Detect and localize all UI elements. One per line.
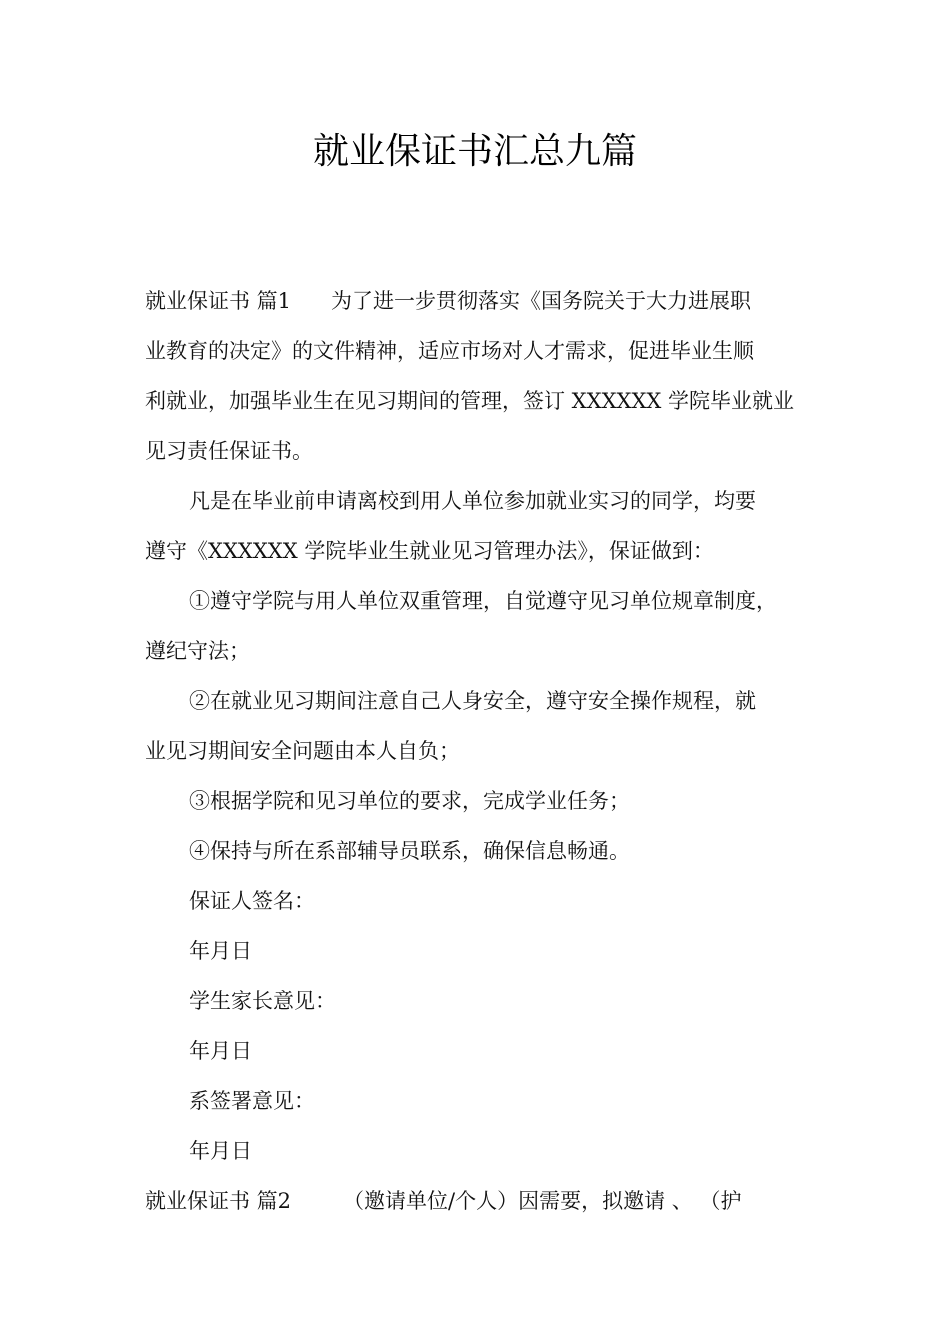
paragraph-line: 业教育的决定》的文件精神，适应市场对人才需求，促进毕业生顺 xyxy=(145,339,754,363)
paragraph-line: 遵守《XXXXXX 学院毕业生就业见习管理办法》，保证做到： xyxy=(145,539,714,563)
parent-opinion-label: 学生家长意见： xyxy=(189,989,336,1013)
department-opinion-label: 系签署意见： xyxy=(189,1089,315,1113)
section1-label: 就业保证书 篇1 xyxy=(145,289,292,313)
list-item-3: ③根据学院和见习单位的要求，完成学业任务； xyxy=(189,789,630,813)
section2-first-line xyxy=(145,1186,741,1216)
paragraph-line: （邀请单位/个人）因需要，拟邀请 、 （护 xyxy=(343,1189,742,1213)
list-item-4: ④保持与所在系部辅导员联系，确保信息畅通。 xyxy=(189,839,630,863)
list-item-2: ②在就业见习期间注意自己人身安全，遵守安全操作规程，就 xyxy=(189,689,756,713)
guarantor-signature-label: 保证人签名： xyxy=(189,889,315,913)
paragraph-line: 为了进一步贯彻落实《国务院关于大力进展职 xyxy=(331,289,752,313)
section2-label: 就业保证书 篇2 xyxy=(145,1189,292,1213)
section1-first-line xyxy=(145,286,751,316)
list-item-2-cont: 业见习期间安全问题由本人自负； xyxy=(145,739,460,763)
document-title: 就业保证书汇总九篇 xyxy=(312,131,637,172)
date-line: 年月日 xyxy=(189,1039,252,1063)
paragraph-line: 凡是在毕业前申请离校到用人单位参加就业实习的同学，均要 xyxy=(189,489,756,513)
date-line: 年月日 xyxy=(189,1139,252,1163)
date-line: 年月日 xyxy=(189,939,252,963)
list-item-1: ①遵守学院与用人单位双重管理，自觉遵守见习单位规章制度， xyxy=(189,589,777,613)
paragraph-line: 利就业，加强毕业生在见习期间的管理，签订 XXXXXX 学院毕业就业 xyxy=(145,389,795,413)
list-item-1-cont: 遵纪守法； xyxy=(145,639,250,663)
paragraph-line: 见习责任保证书。 xyxy=(145,439,313,463)
